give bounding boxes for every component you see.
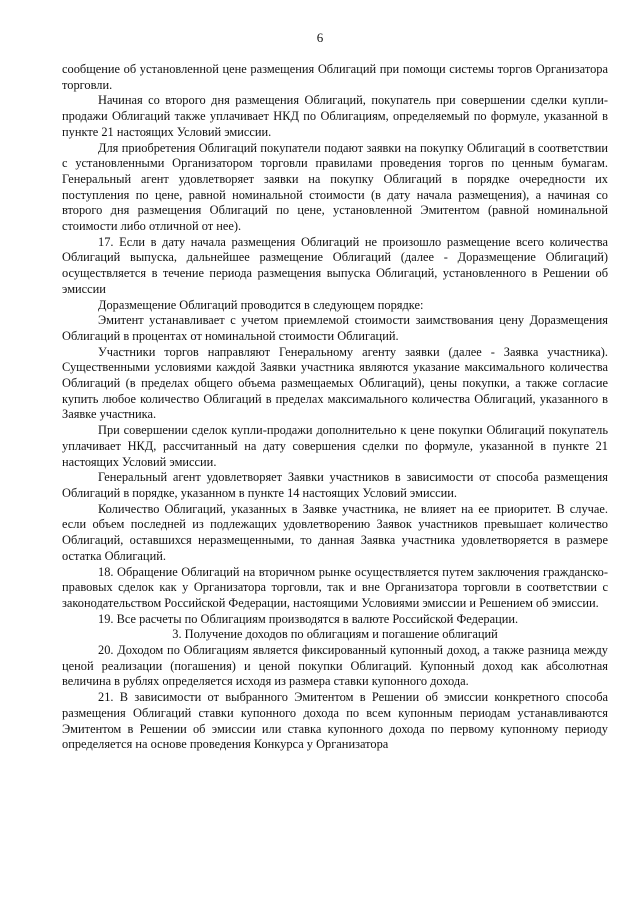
paragraph-clause-21: 21. В зависимости от выбранного Эмитентом в Решении об эмиссии конкретного способа размещения Облигаций ставки купонного дохода по всем купонным периодам устанавливаются Эмитентом в Решении об эмиссии или ставка купонного дохода по первому купонному периоду определяется на основе проведения Конкурса у Организатора xyxy=(62,690,608,752)
paragraph: Доразмещение Облигаций проводится в следующем порядке: xyxy=(98,297,424,312)
paragraph-clause-17: 17. Если в дату начала размещения Облигаций не произошло размещение всего количества Облигаций выпуска, дальнейшее размещение Облигаций (далее - Доразмещение Облигаций) осуществляется в течение периода размещения выпуска Облигаций, установленного в Решении об эмиссии xyxy=(62,234,608,296)
paragraph-clause-19: 19. Все расчеты по Облигациям производятся в валюте Российской Федерации. xyxy=(98,611,519,626)
document-body xyxy=(62,62,608,753)
paragraph: Начиная со второго дня размещения Облигаций, покупатель при совершении сделки купли-продажи Облигаций также уплачивает НКД по Облигациям, определяемый по формуле, указанной в пункте 21 настоящих Условий эмиссии. xyxy=(62,93,608,139)
paragraph-clause-18: 18. Обращение Облигаций на вторичном рынке осуществляется путем заключения гражданско-правовых сделок как у Организатора торговли, так и вне Организатора торговли в соответствии с законодательством Российской Федерации, настоящими Условиями эмиссии и Решением об эмиссии. xyxy=(62,564,608,610)
page-number: 6 xyxy=(316,30,324,45)
paragraph: Для приобретения Облигаций покупатели подают заявки на покупку Облигаций в соответствии с установленными Организатором торговли правилами проведения торгов по ценным бумагам. Генеральный агент удовлетворяет заявки на покупку Облигаций в порядке очередности их поступления по цене, равной номинальной стоимости (в дату начала размещения), а начиная со второго дня размещения Облигаций по цене, установленной Эмитентом (равной номинальной стоимости либо отличной от нее). xyxy=(62,140,608,234)
section-heading: 3. Получение доходов по облигациям и погашение облигаций xyxy=(172,627,498,642)
paragraph: При совершении сделок купли-продажи дополнительно к цене покупки Облигаций покупатель уплачивает НКД, рассчитанный на дату совершения сделки по формуле, указанной в пункте 21 настоящих Условий эмиссии. xyxy=(62,423,608,469)
paragraph: Количество Облигаций, указанных в Заявке участника, не влияет на ее приоритет. В случае. если объем последней из подлежащих удовлетворению Заявок участников превышает количество Облигаций, оставшихся неразмещенными, то данная Заявка участника удовлетворяется в размере остатка Облигаций. xyxy=(62,501,608,563)
paragraph-clause-20: 20. Доходом по Облигациям является фиксированный купонный доход, а также разница между ценой реализации (погашения) и ценой покупки Облигаций. Купонный доход как абсолютная величина в рублях определяется исходя из размера ставки купонного дохода. xyxy=(62,643,608,689)
paragraph-continuation: сообщение об установленной цене размещения Облигаций при помощи системы торгов Организатора торговли. xyxy=(62,62,608,92)
paragraph: Генеральный агент удовлетворяет Заявки участников в зависимости от способа размещения Облигаций в порядке, указанном в пункте 14 настоящих Условий эмиссии. xyxy=(62,470,608,500)
paragraph: Эмитент устанавливает с учетом приемлемой стоимости заимствования цену Доразмещения Облигаций в процентах от номинальной стоимости Облигаций. xyxy=(62,313,608,343)
paragraph: Участники торгов направляют Генеральному агенту заявки (далее - Заявка участника). Существенными условиями каждой Заявки участника являются указание максимального количества Облигаций (в пределах общего объема размещаемых Облигаций), цены покупки, а также согласие купить любое количество Облигаций в пределах максимального количества Облигаций, указанного в Заявке участника. xyxy=(62,344,608,422)
